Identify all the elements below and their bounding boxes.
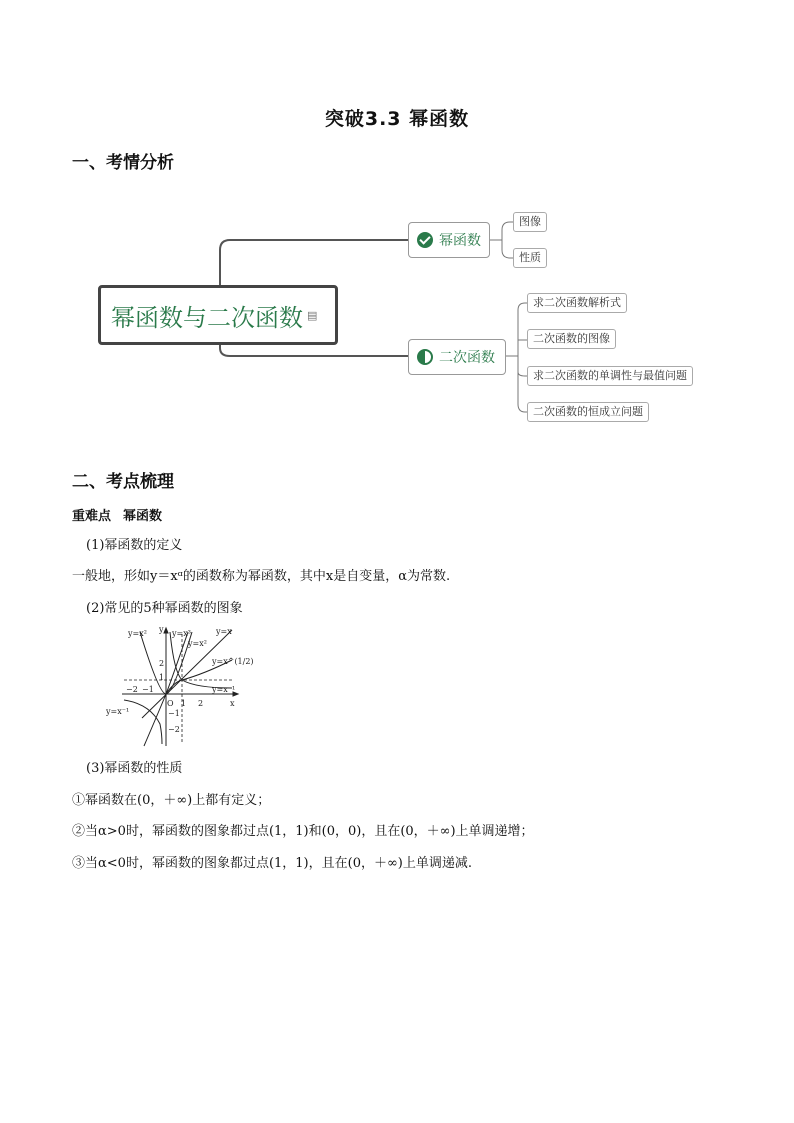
tick-x-1: 1 [181, 699, 187, 708]
tick-y-1: 1 [159, 673, 165, 682]
mindmap-branch-quadratic[interactable] [408, 339, 506, 375]
property-3: ③当α<0时，幂函数的图象都过点(1，1)，且在(0，＋∞)上单调递减. [72, 856, 473, 871]
check-circle-icon [417, 232, 433, 248]
tick-y-neg2: −2 [168, 725, 180, 734]
section-heading-points: 二、考点梳理 [72, 472, 174, 492]
tick-y-2: 2 [159, 659, 165, 668]
item-definition-title: (1)幂函数的定义 [86, 538, 183, 553]
subheading-topic: 幂函数 [123, 509, 163, 524]
item-properties-title: (3)幂函数的性质 [86, 761, 183, 776]
half-circle-icon [417, 349, 433, 365]
mindmap-connectors [0, 0, 794, 460]
property-1: ①幂函数在(0，＋∞)上都有定义； [72, 793, 271, 808]
y-axis-arrow [164, 628, 168, 633]
mindmap-leaf-graph[interactable]: 图像 [513, 212, 547, 232]
tick-x-2: 2 [198, 699, 204, 708]
definition-text: 一般地，形如y＝xᵅ的函数称为幂函数，其中x是自变量，α为常数. [72, 569, 451, 584]
x-axis-label: x [230, 699, 235, 708]
power-function-graph [104, 624, 254, 748]
label-y-inv-neg: y=x⁻¹ [106, 707, 130, 716]
mindmap-leaf-quadratic-expression[interactable]: 求二次函数解析式 [527, 293, 627, 313]
tick-x-neg1: −1 [142, 685, 154, 694]
label-y-inv: y=x⁻¹ [212, 685, 236, 694]
y-axis-label: y [159, 625, 164, 634]
label-y-x2b: y=x² [188, 639, 207, 648]
mindmap-leaf-property[interactable]: 性质 [513, 248, 547, 268]
page-title: 突破3.3 幂函数 [324, 108, 470, 130]
note-icon: ▤ [307, 308, 318, 322]
label-y-x: y=x [216, 627, 232, 636]
label-y-sqrt: y=x^(1/2) [212, 657, 254, 666]
mindmap-root-node[interactable] [98, 285, 338, 345]
label-y-x3: y=x³ [172, 629, 191, 638]
curve-inverse-neg [124, 700, 162, 744]
mindmap-leaf-quadratic-constant-holding[interactable]: 二次函数的恒成立问题 [527, 402, 649, 422]
mindmap-root-label: 幂函数与二次函数 [111, 303, 303, 332]
subheading-tag: 重难点 [72, 509, 112, 524]
mindmap-leaf-quadratic-graph[interactable]: 二次函数的图像 [527, 329, 616, 349]
label-y-x2: y=x² [128, 629, 147, 638]
section-heading-analysis: 一、考情分析 [72, 153, 174, 173]
origin-label: O [167, 699, 174, 708]
mindmap-branch-power-function[interactable] [408, 222, 490, 258]
branch-label: 幂函数 [439, 233, 481, 249]
subheading [72, 505, 174, 524]
mindmap-leaf-quadratic-monotonicity[interactable]: 求二次函数的单调性与最值问题 [527, 366, 693, 386]
item-graphs-title: (2)常见的5种幂函数的图象 [86, 601, 243, 616]
property-2: ②当α>0时，幂函数的图象都过点(1，1)和(0，0)，且在(0，＋∞)上单调递增； [72, 824, 534, 839]
tick-y-neg1: −1 [168, 709, 180, 718]
tick-x-neg2: −2 [126, 685, 138, 694]
curve-x [142, 630, 232, 718]
branch-label: 二次函数 [439, 350, 495, 366]
